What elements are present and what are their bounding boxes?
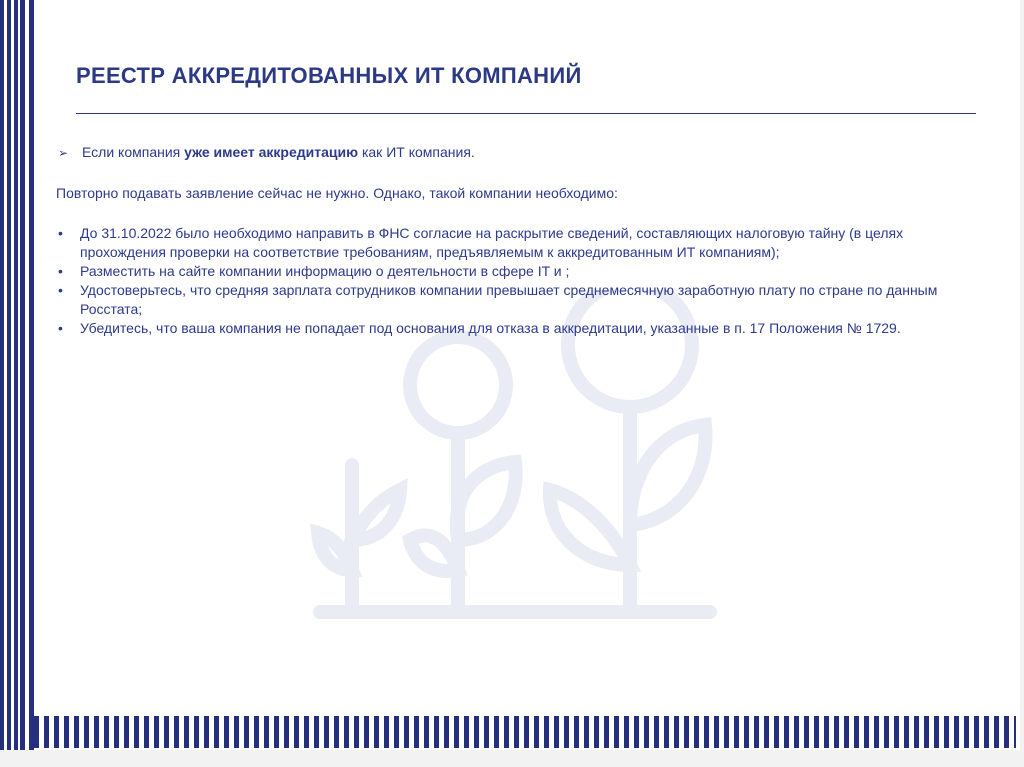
bottom-stripe-decoration	[34, 716, 1016, 748]
slide-content	[56, 143, 966, 338]
intro-line	[58, 143, 966, 163]
intro-suffix: как ИТ компания.	[358, 144, 475, 160]
plants-icon	[300, 290, 730, 630]
intro-text	[82, 143, 475, 162]
bullet-marker: •	[58, 225, 63, 241]
bottom-border	[0, 750, 1024, 767]
list-item	[56, 281, 966, 319]
arrow-bullet-icon: ➢	[58, 146, 69, 160]
intro-bold: уже имеет аккредитацию	[184, 144, 359, 160]
bullet-marker: •	[58, 320, 63, 336]
bullet-text: До 31.10.2022 было необходимо направить в ФНС согласие на раскрытие сведений, составляющих налоговую тайну (в целях прохождения проверки на соответствие требованиям, предъявляемым к аккредитованным ИТ компаниям);	[80, 225, 904, 260]
list-item	[56, 262, 966, 281]
page-title: РЕЕСТР АККРЕДИТОВАННЫХ ИТ КОМПАНИЙ	[76, 63, 582, 88]
list-item	[56, 224, 966, 262]
intro-prefix: Если компания	[82, 144, 185, 160]
bullet-text: Разместить на сайте компании информацию о деятельности в сфере IT и ;	[80, 263, 570, 279]
body-paragraph: Повторно подавать заявление сейчас не нужно. Однако, такой компании необходимо:	[56, 185, 618, 201]
bullet-list	[56, 224, 966, 338]
list-item	[56, 319, 966, 338]
title-divider	[76, 113, 976, 114]
bullet-text: Удостоверьтесь, что средняя зарплата сотрудников компании превышает среднемесячную заработную плату по стране по данным Росстата;	[80, 282, 938, 317]
bullet-marker: •	[58, 282, 63, 298]
bullet-marker: •	[58, 263, 63, 279]
bullet-text: Убедитесь, что ваша компания не попадает под основания для отказа в аккредитации, указанные в п. 17 Положения № 1729.	[80, 320, 901, 336]
right-border	[1020, 0, 1024, 767]
left-stripe-decoration	[0, 0, 34, 767]
